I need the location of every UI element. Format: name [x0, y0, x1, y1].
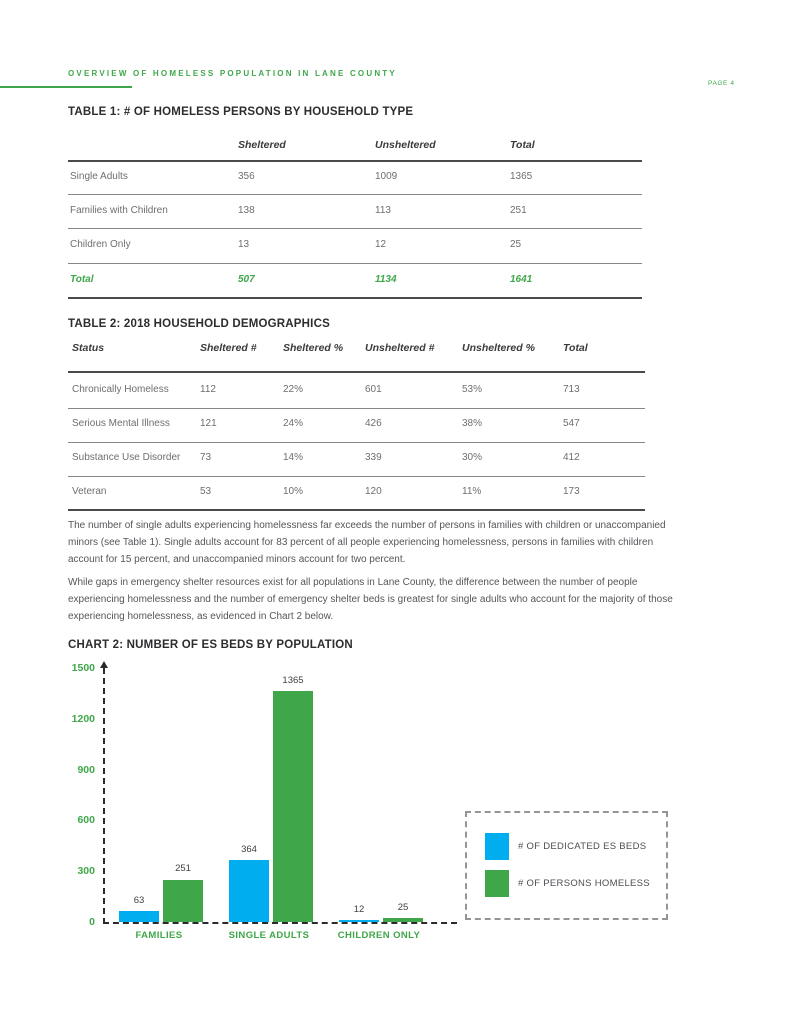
table2-rule [68, 476, 645, 477]
table-row [68, 239, 645, 252]
cell: 14% [283, 452, 304, 463]
table-row [68, 418, 645, 431]
table1-header-row [68, 139, 645, 152]
table-row [68, 171, 645, 184]
legend-swatch-blue [485, 833, 509, 860]
bar-beds-children-only [339, 920, 379, 922]
table1-row1-sheltered: 356 [238, 171, 255, 182]
x-axis-label-single-adults: SINGLE ADULTS [228, 930, 310, 941]
table1-total-total: 1641 [510, 274, 533, 285]
bar-value-label: 63 [133, 895, 145, 907]
cell: 22% [283, 384, 304, 395]
table2-col-sheltered-num: Sheltered # [200, 342, 257, 354]
table-row [68, 384, 645, 397]
table1-row3-unsheltered: 12 [375, 239, 387, 250]
cell: 713 [563, 384, 580, 395]
table1-total-unsheltered: 1134 [375, 274, 397, 285]
table1-row1-label: Single Adults [70, 171, 128, 182]
y-axis-tick: 900 [77, 763, 95, 776]
cell: 339 [365, 452, 382, 463]
table2-row3-label: Substance Use Disorder [72, 452, 181, 463]
bar-value-label: 25 [397, 901, 409, 913]
cell: 11% [462, 486, 482, 497]
y-axis-tick: 1500 [71, 662, 95, 674]
body-paragraph-2: While gaps in emergency shelter resources exist for all populations in Lane County, the difference between the number of people experiencing homelessness and the number of emergency shelter beds is greatest for single adults who account for the majority of those experiencing homelessness, as evidenced in Chart 2 below. [68, 577, 673, 622]
y-axis-arrow-icon [100, 661, 108, 668]
bar-homeless-families [163, 880, 203, 923]
table1-row3-label: Children Only [70, 239, 131, 250]
table1-row3-sheltered: 13 [238, 239, 250, 250]
table1-col-sheltered: Sheltered [238, 139, 286, 151]
table2-header-rule [68, 371, 645, 373]
chart-area [0, 662, 800, 968]
table2-row1-label: Chronically Homeless [72, 384, 169, 395]
table1-col-total: Total [510, 139, 535, 151]
table1-row1-total: 1365 [510, 171, 533, 182]
table2-col-total: Total [563, 342, 588, 354]
table1-total-sheltered: 507 [238, 274, 255, 285]
bar-homeless-single-adults [273, 691, 313, 922]
bar-value-label: 251 [175, 863, 191, 875]
header-accent-line [0, 86, 132, 88]
cell: 24% [283, 418, 304, 429]
legend-label-homeless: # OF PERSONS HOMELESS [518, 878, 650, 889]
table2-rule [68, 442, 645, 443]
table2-title: TABLE 2: 2018 HOUSEHOLD DEMOGRAPHICS [68, 318, 330, 330]
y-axis-tick: 600 [77, 814, 95, 827]
table1-bottom-rule [68, 297, 642, 299]
bar-value-label: 12 [353, 903, 365, 915]
bar-value-label: 1365 [282, 674, 304, 686]
cell: 121 [200, 418, 217, 429]
page-header-title: OVERVIEW OF HOMELESS POPULATION IN LANE COUNTY [68, 69, 397, 78]
x-axis-label-children-only: CHILDREN ONLY [337, 930, 421, 941]
y-axis-tick: 1200 [71, 712, 95, 725]
table1-rule [68, 263, 642, 264]
table1-total-label: Total [70, 274, 94, 285]
cell: 426 [365, 418, 382, 429]
table1-total-row [68, 274, 645, 287]
table1-row1-unsheltered: 1009 [375, 171, 398, 182]
table-row [68, 452, 645, 465]
table1-rule [68, 228, 642, 229]
table1-row2-sheltered: 138 [238, 205, 255, 216]
cell: 53 [200, 486, 212, 497]
table2-bottom-rule [68, 509, 645, 511]
cell: 173 [563, 486, 580, 497]
chart-title: CHART 2: NUMBER OF ES BEDS BY POPULATION [68, 639, 353, 651]
table2-header-row [68, 342, 645, 355]
bar-value-label: 364 [241, 844, 257, 856]
bar-beds-families [119, 911, 159, 922]
chart-plot-area [103, 668, 457, 924]
table1-rule [68, 194, 642, 195]
table2-row2-label: Serious Mental Illness [72, 418, 170, 429]
table1-col-unsheltered: Unsheltered [375, 139, 436, 151]
body-paragraph-1: The number of single adults experiencing homelessness far exceeds the number of persons in families with children or unaccompanied minors (see Table 1). Single adults account for 83 percent of all people experiencing homelessness, persons in families with children account for 15 percent, and unaccompanied minors account for two percent. [68, 520, 666, 565]
table2-col-sheltered-pct: Sheltered % [283, 342, 344, 354]
table2-col-unsheltered-pct: Unsheltered % [462, 342, 535, 354]
table-row [68, 205, 645, 218]
legend-label-beds: # OF DEDICATED ES BEDS [518, 841, 647, 852]
table1-header-rule [68, 160, 642, 162]
cell: 30% [462, 452, 483, 463]
legend-swatch-green [485, 870, 509, 897]
table2-row4-label: Veteran [72, 486, 107, 497]
x-axis-label-families: FAMILIES [135, 930, 183, 941]
table1-row3-total: 25 [510, 239, 522, 250]
table1-row2-total: 251 [510, 205, 527, 216]
cell: 38% [462, 418, 483, 429]
cell: 120 [365, 486, 382, 497]
cell: 112 [200, 384, 216, 395]
cell: 73 [200, 452, 212, 463]
table1-title: TABLE 1: # OF HOMELESS PERSONS BY HOUSEHOLD TYPE [68, 106, 414, 118]
page-number: PAGE 4 [708, 80, 735, 87]
y-axis-tick: 0 [89, 916, 95, 928]
table1-row2-label: Families with Children [70, 205, 168, 216]
cell: 412 [563, 452, 580, 463]
cell: 547 [563, 418, 580, 429]
table-row [68, 486, 645, 499]
cell: 601 [365, 384, 382, 395]
cell: 10% [283, 486, 304, 497]
bar-homeless-children-only [383, 918, 423, 922]
table2-col-status: Status [72, 342, 105, 354]
y-axis-tick: 300 [77, 865, 95, 878]
cell: 53% [462, 384, 483, 395]
chart-legend [465, 811, 668, 920]
bar-beds-single-adults [229, 860, 269, 922]
table2-rule [68, 408, 645, 409]
table1-row2-unsheltered: 113 [375, 205, 391, 216]
table2-col-unsheltered-num: Unsheltered # [365, 342, 435, 354]
